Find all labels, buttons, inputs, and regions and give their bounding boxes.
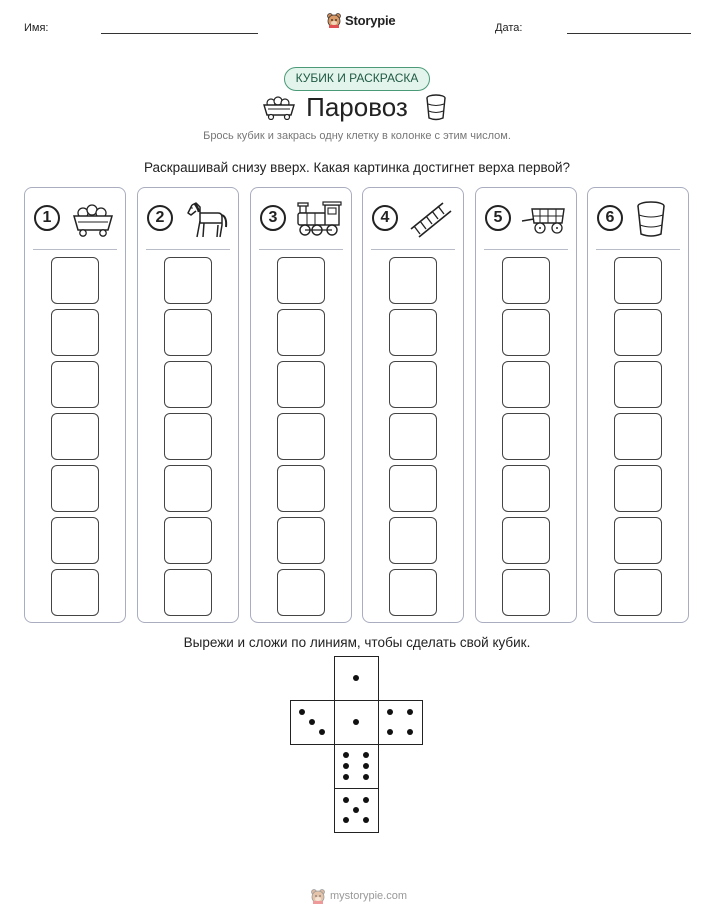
coloring-cell[interactable] [277,257,325,304]
footer-url: mystorypie.com [330,890,408,902]
column-number: 2 [147,205,173,231]
date-field[interactable] [567,33,691,34]
die-face-5 [334,788,379,833]
bear-mascot-icon [310,888,326,904]
coloring-cell[interactable] [614,257,662,304]
coloring-cell[interactable] [277,413,325,460]
die-face-1 [334,656,379,701]
brand-name: Storypie [345,12,396,28]
die-pip [343,774,349,780]
coloring-cell[interactable] [389,517,437,564]
page-title: Паровоз [306,92,408,122]
column-header [588,188,688,250]
die-face-1 [334,700,379,745]
name-label: Имя: [24,22,49,34]
column-number: 5 [485,205,511,231]
die-pip [363,774,369,780]
footer [310,888,407,904]
brand-logo [326,12,395,28]
column-header [476,188,576,250]
coloring-cell[interactable] [389,257,437,304]
column-number: 4 [372,205,398,231]
die-pip [387,709,393,715]
die-face-4 [378,700,423,745]
coloring-cell[interactable] [502,465,550,512]
die-pip [299,709,305,715]
die-pip [309,719,315,725]
coloring-cell[interactable] [502,361,550,408]
coloring-cell[interactable] [502,569,550,616]
column-header [138,188,238,250]
coloring-cell[interactable] [614,569,662,616]
bucket-icon [632,199,680,239]
coloring-cell[interactable] [277,361,325,408]
name-field[interactable] [101,33,258,34]
column-divider [596,249,680,250]
coloring-cell[interactable] [277,465,325,512]
column-divider [259,249,343,250]
die-pip [343,817,349,823]
column-divider [371,249,455,250]
horse-icon [182,199,230,239]
steam-locomotive-icon [295,199,343,239]
coloring-cell[interactable] [164,569,212,616]
die-pip [363,817,369,823]
coloring-cell[interactable] [389,465,437,512]
die-face-3 [290,700,335,745]
subtitle: Брось кубик и закрась одну клетку в колонке с этим числом. [203,130,511,142]
die-pip [363,763,369,769]
coloring-cell[interactable] [502,413,550,460]
bear-mascot-icon [326,12,342,28]
coloring-cell[interactable] [51,569,99,616]
cut-instruction: Вырежи и сложи по линиям, чтобы сделать свой кубик. [183,635,531,650]
activity-badge: КУБИК И РАСКРАСКА [284,67,430,91]
column-divider [484,249,568,250]
die-pip [353,719,359,725]
die-pip [343,763,349,769]
coloring-cell[interactable] [502,257,550,304]
coloring-cell[interactable] [389,413,437,460]
coloring-cell[interactable] [164,309,212,356]
column-header [251,188,351,250]
coloring-cell[interactable] [51,465,99,512]
coloring-cell[interactable] [614,517,662,564]
die-pip [407,709,413,715]
coloring-cell[interactable] [502,309,550,356]
coloring-cell[interactable] [164,517,212,564]
coloring-cell[interactable] [389,361,437,408]
coloring-cell[interactable] [502,517,550,564]
coloring-cell[interactable] [51,517,99,564]
column-6 [587,187,689,623]
die-pip [363,752,369,758]
coloring-cell[interactable] [164,465,212,512]
instruction: Раскрашивай снизу вверх. Какая картинка достигнет верха первой? [143,160,571,175]
coloring-cell[interactable] [164,257,212,304]
coloring-cell[interactable] [389,309,437,356]
column-header [25,188,125,250]
coloring-cell[interactable] [277,517,325,564]
column-1 [24,187,126,623]
coloring-cell[interactable] [51,309,99,356]
coloring-cell[interactable] [614,361,662,408]
column-divider [146,249,230,250]
die-pip [343,797,349,803]
railroad-track-icon [407,199,455,239]
coloring-cell[interactable] [277,309,325,356]
coal-cart-icon [69,199,117,239]
die-pip [407,729,413,735]
coloring-cell[interactable] [614,309,662,356]
die-pip [353,807,359,813]
die-face-6 [334,744,379,789]
column-5 [475,187,577,623]
coloring-cell[interactable] [164,413,212,460]
coloring-cell[interactable] [164,361,212,408]
column-number: 6 [597,205,623,231]
die-pip [343,752,349,758]
column-3 [250,187,352,623]
coloring-cell[interactable] [389,569,437,616]
column-header [363,188,463,250]
column-number: 1 [34,205,60,231]
coloring-cell[interactable] [51,413,99,460]
coloring-cell[interactable] [614,465,662,512]
coloring-cell[interactable] [51,361,99,408]
die-pip [363,797,369,803]
coloring-cell[interactable] [51,257,99,304]
column-number: 3 [260,205,286,231]
column-divider [33,249,117,250]
date-label: Дата: [495,22,523,34]
column-2 [137,187,239,623]
wagon-cart-icon [520,199,568,239]
coloring-cell[interactable] [614,413,662,460]
die-pip [353,675,359,681]
bucket-icon [425,93,447,121]
die-pip [387,729,393,735]
column-4 [362,187,464,623]
die-pip [319,729,325,735]
coloring-cell[interactable] [277,569,325,616]
